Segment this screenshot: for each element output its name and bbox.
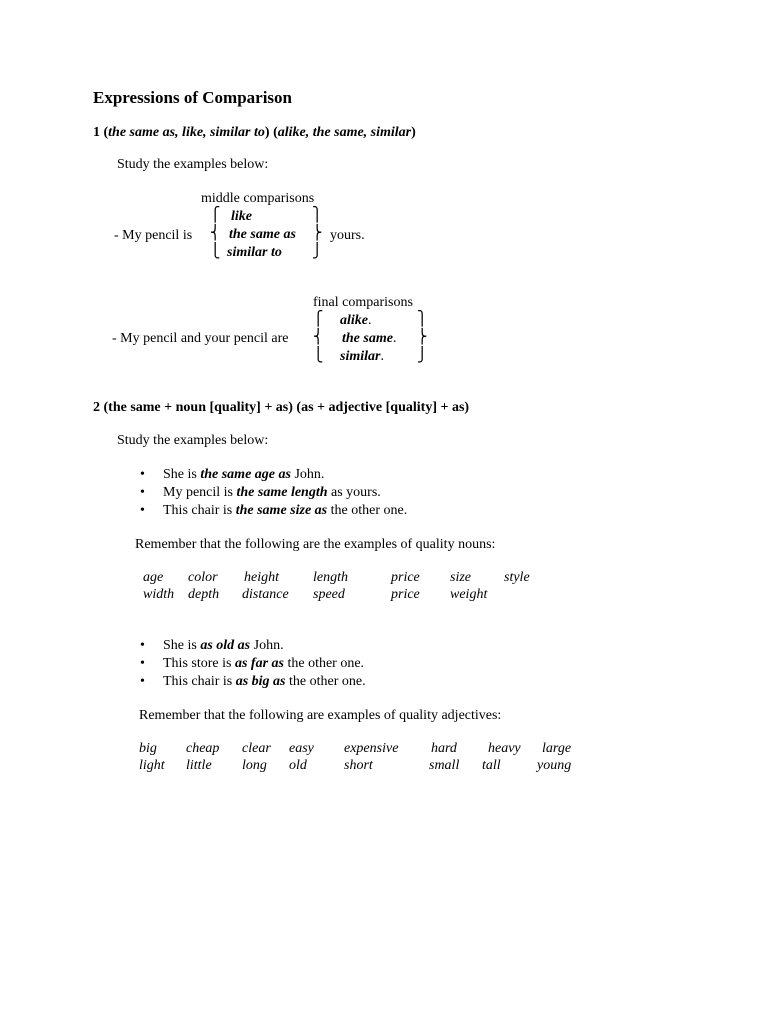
final-comparisons-caption: final comparisons — [313, 295, 413, 310]
noun-word: color — [188, 570, 218, 585]
middle-example-ending: yours. — [330, 228, 365, 243]
adjective-word: tall — [482, 758, 501, 773]
adjective-word: long — [242, 758, 267, 773]
adjective-word: small — [429, 758, 460, 773]
final-option-similar: similar. — [340, 349, 384, 364]
noun-word: length — [313, 570, 348, 585]
middle-option-like: like — [231, 209, 252, 224]
middle-example-subject: - My pencil is — [114, 228, 193, 243]
noun-word: depth — [188, 587, 220, 602]
adjective-word: big — [139, 741, 157, 756]
final-example-subject: - My pencil and your pencil are — [112, 331, 289, 346]
adjective-example-list — [140, 637, 366, 691]
quality-adjectives-note: Remember that the following are examples of quality adjectives: — [139, 708, 502, 723]
final-option-same: the same. — [342, 331, 397, 346]
adjective-word: cheap — [186, 741, 220, 756]
adjective-word: easy — [289, 741, 314, 756]
middle-option-same-as: the same as — [229, 227, 296, 242]
noun-word: style — [504, 570, 530, 585]
study-instruction-1: Study the examples below: — [117, 157, 269, 172]
section-1-terms-b: alike, the same, similar — [277, 125, 412, 140]
adjective-word: hard — [431, 741, 457, 756]
section-2-heading: 2 (the same + noun [quality] + as) (as + adjective [quality] + as) — [93, 400, 470, 415]
noun-word: size — [450, 570, 471, 585]
adjective-word: old — [289, 758, 307, 773]
adjective-word: clear — [242, 741, 271, 756]
noun-word: speed — [313, 587, 345, 602]
adjective-word: short — [344, 758, 373, 773]
list-item: • This chair is the same size as the other one. — [140, 502, 407, 520]
adjective-word: young — [537, 758, 572, 773]
adjective-word: large — [542, 741, 572, 756]
list-item: • She is as old as John. — [140, 637, 366, 655]
noun-word: age — [143, 570, 164, 585]
list-item: • This store is as far as the other one. — [140, 655, 366, 673]
list-item: • This chair is as big as the other one. — [140, 673, 366, 691]
list-item: • She is the same age as John. — [140, 466, 407, 484]
section-1-terms-a: the same as, like, similar to — [108, 125, 265, 140]
noun-word: weight — [450, 587, 488, 602]
adjective-word: little — [186, 758, 212, 773]
adjective-word: expensive — [344, 741, 399, 756]
noun-word: distance — [242, 587, 289, 602]
final-option-alike: alike. — [340, 313, 372, 328]
list-item: • My pencil is the same length as yours. — [140, 484, 407, 502]
noun-word: price — [391, 587, 420, 602]
noun-word: width — [143, 587, 175, 602]
quality-nouns-note: Remember that the following are the examples of quality nouns: — [135, 537, 496, 552]
adjective-word: light — [139, 758, 165, 773]
adjective-word: heavy — [488, 741, 521, 756]
noun-word: price — [391, 570, 420, 585]
middle-option-similar-to: similar to — [227, 245, 282, 260]
section-1-heading: 1 (the same as, like, similar to) (alike, the same, similar) — [93, 125, 416, 140]
noun-example-list — [140, 466, 407, 520]
page-title: Expressions of Comparison — [93, 88, 292, 107]
study-instruction-2: Study the examples below: — [117, 433, 269, 448]
noun-word: height — [244, 570, 279, 585]
middle-comparisons-caption: middle comparisons — [201, 191, 315, 206]
